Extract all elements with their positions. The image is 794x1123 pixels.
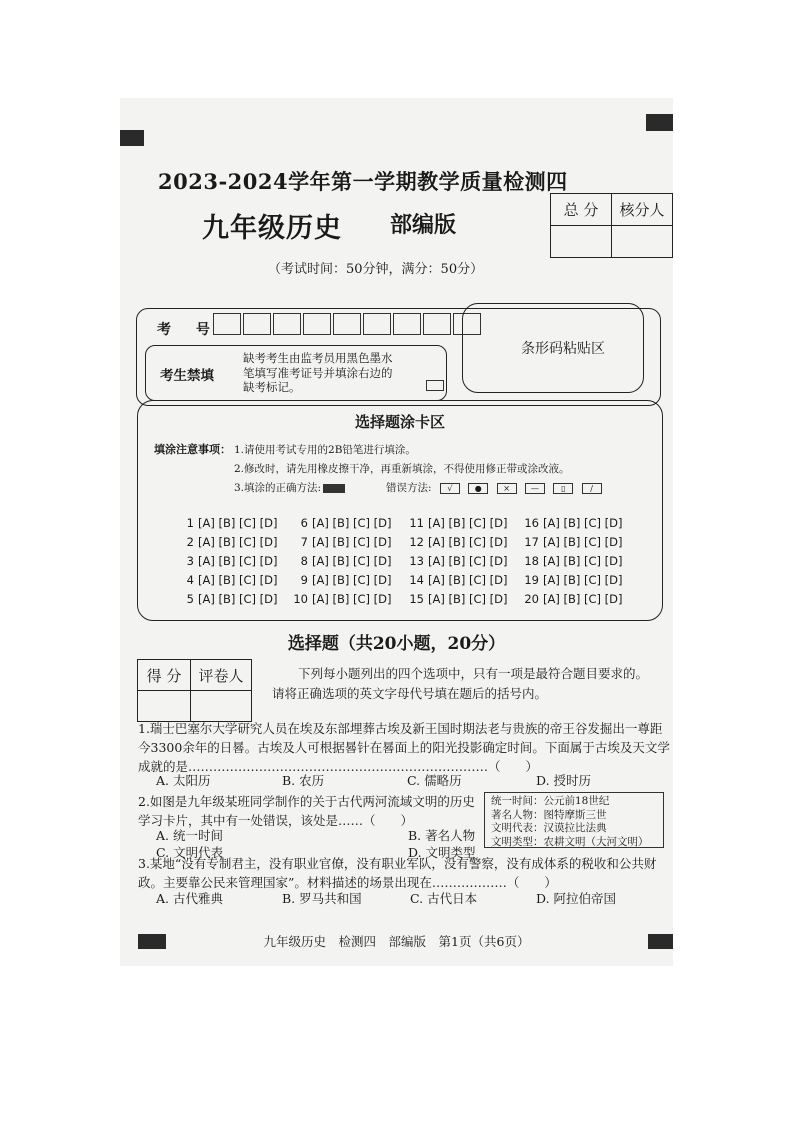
answer-number: 9: [300, 573, 308, 587]
question-1-option-c[interactable]: C. 儒略历: [407, 773, 462, 788]
answer-number: 4: [186, 573, 194, 587]
answer-row-14[interactable]: [406, 571, 508, 590]
question-1-option-b[interactable]: B. 农历: [282, 773, 325, 788]
answer-row-13[interactable]: [406, 552, 508, 571]
answer-card: [137, 400, 663, 621]
answer-options[interactable]: [A] [B] [C] [D]: [312, 516, 392, 530]
instruction-line: 请将正确选项的英文字母代号填在题后的括号内。: [272, 686, 548, 701]
grader-table: [137, 659, 252, 722]
answer-number: 6: [300, 516, 308, 530]
answer-row-11[interactable]: [406, 514, 508, 533]
answer-options[interactable]: [A] [B] [C] [D]: [428, 516, 508, 530]
note-line: 2.修改时，请先用橡皮擦干净，再重新填涂，不得使用修正带或涂改液。: [234, 463, 570, 475]
answer-row-17[interactable]: [521, 533, 623, 552]
total-score-label: 总 分: [551, 194, 612, 226]
answer-column: [290, 514, 392, 609]
answer-row-9[interactable]: [290, 571, 392, 590]
grader-score-label: 得 分: [138, 660, 191, 691]
note-line: 3.填涂的正确方法:: [234, 482, 322, 494]
answer-column: [521, 514, 623, 609]
question-1: 1.瑞士巴塞尔大学研究人员在埃及东部埋葬古埃及新王国时期法老与贵族的帝王谷发掘出一尊距今3300余年的日晷。古埃及人可根据晷针在晷面上的阳光投影确定时间。下面属于古埃及天文学成就的是………………………………………………………………（ ）: [138, 721, 670, 774]
answer-number: 17: [524, 535, 539, 549]
answer-row-5[interactable]: [176, 590, 278, 609]
wrong-cross-icon: ×: [497, 483, 517, 494]
exam-title: 2023-2024学年第一学期教学质量检测四: [158, 169, 568, 194]
answer-options[interactable]: [A] [B] [C] [D]: [543, 592, 623, 606]
answer-card-title: 选择题涂卡区: [354, 413, 445, 431]
history-study-card: [484, 792, 664, 848]
answer-options[interactable]: [A] [B] [C] [D]: [543, 554, 623, 568]
note-line: 1.请使用考试专用的2B铅笔进行填涂。: [234, 444, 416, 456]
total-score-cell[interactable]: [551, 226, 612, 258]
answer-number: 18: [524, 554, 539, 568]
question-3-option-b[interactable]: B. 罗马共和国: [282, 891, 362, 906]
answer-number: 12: [409, 535, 424, 549]
forbid-line: 缺考标记。: [243, 380, 301, 394]
answer-row-7[interactable]: [290, 533, 392, 552]
answer-number: 14: [409, 573, 424, 587]
answer-row-2[interactable]: [176, 533, 278, 552]
candidate-forbidden-zone: [145, 345, 447, 401]
section-instruction: [272, 664, 649, 704]
answer-number: 15: [409, 592, 424, 606]
alignment-mark-top-left: [120, 130, 144, 146]
card-line: 著名人物：图特摩斯三世: [491, 808, 607, 821]
checker-label: 核分人: [612, 194, 673, 226]
exam-number-boxes[interactable]: [213, 313, 483, 335]
answer-row-19[interactable]: [521, 571, 623, 590]
wrong-check-icon: √: [440, 483, 460, 494]
exam-number-digit-box[interactable]: [393, 313, 421, 335]
question-2-option-d[interactable]: D. 文明类型: [408, 845, 476, 860]
wrong-dot-icon: ●: [468, 483, 488, 494]
wrong-slash-icon: /: [582, 483, 602, 494]
answer-row-16[interactable]: [521, 514, 623, 533]
answer-column: [406, 514, 508, 609]
card-line: 统一时间：公元前18世纪: [491, 795, 610, 807]
answer-number: 3: [186, 554, 194, 568]
answer-row-12[interactable]: [406, 533, 508, 552]
answer-row-10[interactable]: [290, 590, 392, 609]
barcode-area: [462, 303, 644, 393]
answer-options[interactable]: [A] [B] [C] [D]: [428, 573, 508, 587]
answer-number: 13: [409, 554, 424, 568]
exam-number-digit-box[interactable]: [423, 313, 451, 335]
answer-number: 20: [524, 592, 539, 606]
answer-options[interactable]: [A] [B] [C] [D]: [428, 535, 508, 549]
section-title: 选择题（共20小题，20分）: [287, 634, 506, 654]
answer-number: 5: [186, 592, 194, 606]
question-2-option-c[interactable]: C. 文明代表: [156, 845, 224, 860]
question-2: 2.如图是九年级某班同学制作的关于古代两河流域文明的历史学习卡片，其中有一处错误，该处是……（ ）: [138, 794, 475, 828]
filled-sample-icon: [323, 484, 345, 493]
answer-row-3[interactable]: [176, 552, 278, 571]
question-2-option-b[interactable]: B. 著名人物: [408, 828, 476, 843]
forbid-line: 笔填写准考证号并填涂右边的: [243, 365, 393, 380]
exam-number-digit-box[interactable]: [303, 313, 331, 335]
question-3-option-d[interactable]: D. 阿拉伯帝国: [536, 891, 617, 906]
answer-options[interactable]: [A] [B] [C] [D]: [428, 592, 508, 606]
exam-number-digit-box[interactable]: [213, 313, 241, 335]
answer-row-8[interactable]: [290, 552, 392, 571]
answer-options[interactable]: [A] [B] [C] [D]: [198, 573, 278, 587]
absent-mark-box[interactable]: [426, 380, 444, 391]
forbid-label: 考生禁填: [160, 368, 214, 384]
exam-number-digit-box[interactable]: [363, 313, 391, 335]
answer-options[interactable]: [A] [B] [C] [D]: [312, 592, 392, 606]
grader-reviewer-label: 评卷人: [191, 660, 252, 691]
answer-row-20[interactable]: [521, 590, 623, 609]
answer-options[interactable]: [A] [B] [C] [D]: [198, 516, 278, 530]
wrong-bar-icon: ▯: [553, 483, 573, 494]
answer-options[interactable]: [A] [B] [C] [D]: [312, 554, 392, 568]
answer-row-18[interactable]: [521, 552, 623, 571]
exam-info-zone: [136, 308, 661, 406]
answer-number: 2: [186, 535, 194, 549]
card-line: 文明类型：农耕文明（大河文明）: [491, 835, 649, 848]
subject-title: 九年级历史: [202, 213, 342, 244]
answer-options[interactable]: [A] [B] [C] [D]: [198, 554, 278, 568]
answer-options[interactable]: [A] [B] [C] [D]: [543, 535, 623, 549]
question-1-option-a[interactable]: A. 太阳历: [156, 773, 211, 788]
answer-row-15[interactable]: [406, 590, 508, 609]
answer-row-1[interactable]: [176, 514, 278, 533]
answer-column: [176, 514, 278, 609]
answer-options[interactable]: [A] [B] [C] [D]: [543, 573, 623, 587]
question-3-option-a[interactable]: A. 古代雅典: [156, 891, 223, 906]
grader-reviewer-cell[interactable]: [191, 691, 252, 722]
answer-number: 11: [409, 516, 424, 530]
page-footer: 九年级历史 检测四 部编版 第1页（共6页）: [263, 934, 530, 949]
answer-number: 1: [186, 516, 194, 530]
grader-score-cell[interactable]: [138, 691, 191, 722]
answer-options[interactable]: [A] [B] [C] [D]: [198, 592, 278, 606]
instruction-line: 下列每小题列出的四个选项中，只有一项是最符合题目要求的。: [298, 666, 649, 681]
answer-options[interactable]: [A] [B] [C] [D]: [428, 554, 508, 568]
wrong-dash-icon: —: [525, 483, 545, 494]
forbid-line: 缺考考生由监考员用黑色墨水: [243, 351, 393, 365]
answer-number: 8: [300, 554, 308, 568]
question-1-option-d[interactable]: D. 授时历: [536, 773, 592, 788]
question-3-option-c[interactable]: C. 古代日本: [410, 891, 478, 906]
answer-row-4[interactable]: [176, 571, 278, 590]
answer-options[interactable]: [A] [B] [C] [D]: [198, 535, 278, 549]
score-table: [550, 193, 673, 258]
card-line: 文明代表：汉谟拉比法典: [491, 822, 607, 834]
wrong-method-label: 错误方法:: [386, 482, 432, 494]
forbid-instructions: [243, 351, 393, 395]
answer-options[interactable]: [A] [B] [C] [D]: [312, 535, 392, 549]
notes-heading: 填涂注意事项：: [154, 443, 231, 456]
exam-number-digit-box[interactable]: [273, 313, 301, 335]
exam-number-digit-box[interactable]: [333, 313, 361, 335]
alignment-mark-top-right: [646, 114, 673, 131]
barcode-label: 条形码粘贴区: [521, 341, 605, 357]
note-wrong-method: [386, 480, 602, 495]
answer-number: 7: [300, 535, 308, 549]
answer-options[interactable]: [A] [B] [C] [D]: [543, 516, 623, 530]
answer-number: 19: [524, 573, 539, 587]
question-2-option-a[interactable]: A. 统一时间: [156, 828, 223, 843]
answer-row-6[interactable]: [290, 514, 392, 533]
answer-number: 10: [293, 592, 308, 606]
exam-number-digit-box[interactable]: [243, 313, 271, 335]
exam-paper: [120, 98, 673, 966]
checker-cell[interactable]: [612, 226, 673, 258]
exam-time-info: （考试时间：50分钟，满分：50分）: [268, 262, 484, 277]
exam-number-label: 考 号: [157, 322, 220, 338]
question-3: 3.某地“没有专制君主，没有职业官僚，没有职业军队，没有警察，没有成体系的税收和公共财政。主要靠公民来管理国家”。材料描述的场景出现在………………（ ）: [138, 856, 657, 890]
answer-options[interactable]: [A] [B] [C] [D]: [312, 573, 392, 587]
note-correct-method: [234, 480, 345, 495]
answer-number: 16: [524, 516, 539, 530]
edition-label: 部编版: [390, 212, 457, 238]
